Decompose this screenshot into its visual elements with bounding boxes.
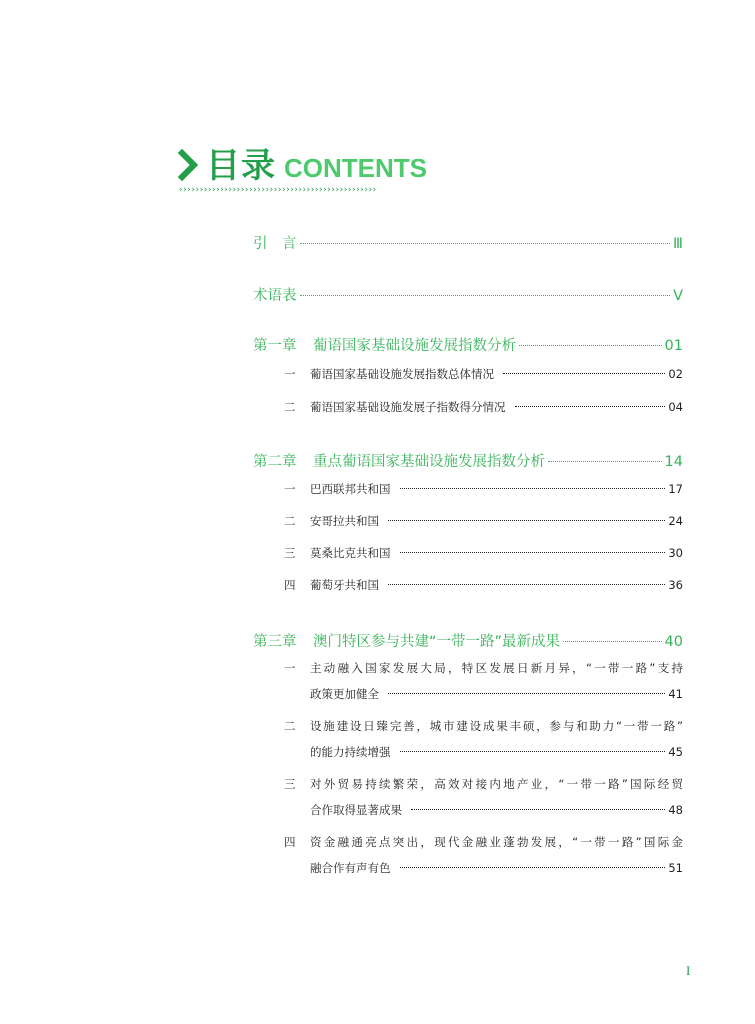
section-number: 三 bbox=[284, 546, 296, 560]
decorative-chevron-rule: ›››››››››››››››››››››››››››››››››››››››››››››››› bbox=[178, 185, 376, 195]
dot-leader bbox=[388, 584, 665, 585]
chapter-title: 澳门特区参与共建“一带一路”最新成果 bbox=[313, 634, 561, 650]
toc-page-number: 45 bbox=[668, 745, 683, 759]
toc-section-line-1[interactable] bbox=[284, 776, 683, 792]
section-title: 葡萄牙共和国 bbox=[310, 578, 379, 592]
toc-entry-glossary[interactable] bbox=[253, 284, 683, 305]
dot-leader bbox=[400, 488, 666, 489]
section-number: 一 bbox=[284, 661, 296, 675]
toc-entry-intro[interactable] bbox=[253, 232, 683, 253]
section-title: 巴西联邦共和国 bbox=[310, 482, 391, 496]
toc-entry-label: 术语表 bbox=[253, 288, 297, 304]
toc-page-number: 51 bbox=[668, 861, 683, 875]
toc-page-number: 04 bbox=[668, 400, 683, 414]
toc-page-number: 41 bbox=[668, 687, 683, 701]
dot-leader bbox=[519, 345, 662, 346]
section-title: 葡语国家基础设施发展子指数得分情况 bbox=[310, 400, 506, 414]
dot-leader bbox=[400, 552, 666, 553]
dot-leader bbox=[548, 461, 662, 462]
section-title: 资金融通亮点突出，现代金融业蓬勃发展，“一带一路”国际金 bbox=[310, 835, 683, 849]
toc-section-line-1[interactable] bbox=[284, 834, 683, 850]
section-number: 一 bbox=[284, 482, 296, 496]
toc-page-number: 01 bbox=[664, 338, 683, 354]
dot-leader bbox=[388, 520, 665, 521]
toc-page-number: 17 bbox=[668, 482, 683, 496]
page-title-english: CONTENTS bbox=[284, 153, 427, 183]
toc-section-line-2[interactable] bbox=[310, 686, 683, 702]
toc-entry-label: 引 言 bbox=[253, 236, 297, 252]
section-title-continued: 政策更加健全 bbox=[310, 687, 379, 701]
section-title-continued: 的能力持续增强 bbox=[310, 745, 391, 759]
section-title: 莫桑比克共和国 bbox=[310, 546, 391, 560]
page-title: 目录 bbox=[206, 146, 276, 186]
section-number: 二 bbox=[284, 400, 296, 414]
section-number: 二 bbox=[284, 719, 296, 733]
toc-section-line-2[interactable] bbox=[310, 744, 683, 760]
toc-page-number: Ⅴ bbox=[673, 288, 683, 304]
toc-section-line-2[interactable] bbox=[310, 802, 683, 818]
chapter-number: 第一章 bbox=[253, 338, 297, 354]
toc-section[interactable] bbox=[284, 481, 683, 497]
dot-leader bbox=[400, 751, 666, 752]
section-title-continued: 融合作有声有色 bbox=[310, 861, 391, 875]
toc-chapter-2[interactable] bbox=[253, 450, 683, 471]
toc-section[interactable] bbox=[284, 513, 683, 529]
toc-section[interactable] bbox=[284, 577, 683, 593]
dot-leader bbox=[388, 693, 665, 694]
toc-page-number: 14 bbox=[664, 454, 683, 470]
section-title-continued: 合作取得显著成果 bbox=[310, 803, 402, 817]
chapter-number: 第三章 bbox=[253, 634, 297, 650]
section-number: 四 bbox=[284, 835, 296, 849]
chapter-title: 重点葡语国家基础设施发展指数分析 bbox=[313, 454, 545, 470]
section-number: 三 bbox=[284, 777, 296, 791]
chapter-number: 第二章 bbox=[253, 454, 297, 470]
toc-page-number: 30 bbox=[668, 546, 683, 560]
toc-section[interactable] bbox=[284, 545, 683, 561]
dot-leader bbox=[563, 641, 662, 642]
toc-chapter-1[interactable] bbox=[253, 334, 683, 355]
toc-section-line-1[interactable] bbox=[284, 660, 683, 676]
toc-chapter-3[interactable] bbox=[253, 630, 683, 651]
dot-leader bbox=[515, 406, 666, 407]
dot-leader bbox=[411, 809, 665, 810]
toc-section[interactable] bbox=[284, 399, 683, 415]
chapter-title: 葡语国家基础设施发展指数分析 bbox=[313, 338, 516, 354]
toc-page-number: 24 bbox=[668, 514, 683, 528]
chevron-right-icon bbox=[176, 148, 202, 182]
section-number: 二 bbox=[284, 514, 296, 528]
dot-leader bbox=[300, 243, 671, 244]
folio-page-number: I bbox=[686, 963, 691, 978]
toc-header bbox=[176, 142, 427, 186]
section-title: 对外贸易持续繁荣，高效对接内地产业，“一带一路”国际经贸 bbox=[310, 777, 683, 791]
toc-page-number: 36 bbox=[668, 578, 683, 592]
section-title: 设施建设日臻完善，城市建设成果丰硕，参与和助力“一带一路” bbox=[310, 719, 683, 733]
section-title: 主动融入国家发展大局，特区发展日新月异，“一带一路”支持 bbox=[310, 661, 683, 675]
toc-section-line-2[interactable] bbox=[310, 860, 683, 876]
toc-section[interactable] bbox=[284, 366, 683, 382]
toc-page-number: 48 bbox=[668, 803, 683, 817]
dot-leader bbox=[400, 867, 666, 868]
section-title: 葡语国家基础设施发展指数总体情况 bbox=[310, 367, 494, 381]
toc-section-line-1[interactable] bbox=[284, 718, 683, 734]
dot-leader bbox=[300, 295, 671, 296]
section-title: 安哥拉共和国 bbox=[310, 514, 379, 528]
toc-page-number: Ⅲ bbox=[673, 236, 683, 252]
toc-page-number: 02 bbox=[668, 367, 683, 381]
dot-leader bbox=[503, 373, 665, 374]
section-number: 四 bbox=[284, 578, 296, 592]
toc-page-number: 40 bbox=[664, 634, 683, 650]
section-number: 一 bbox=[284, 367, 296, 381]
